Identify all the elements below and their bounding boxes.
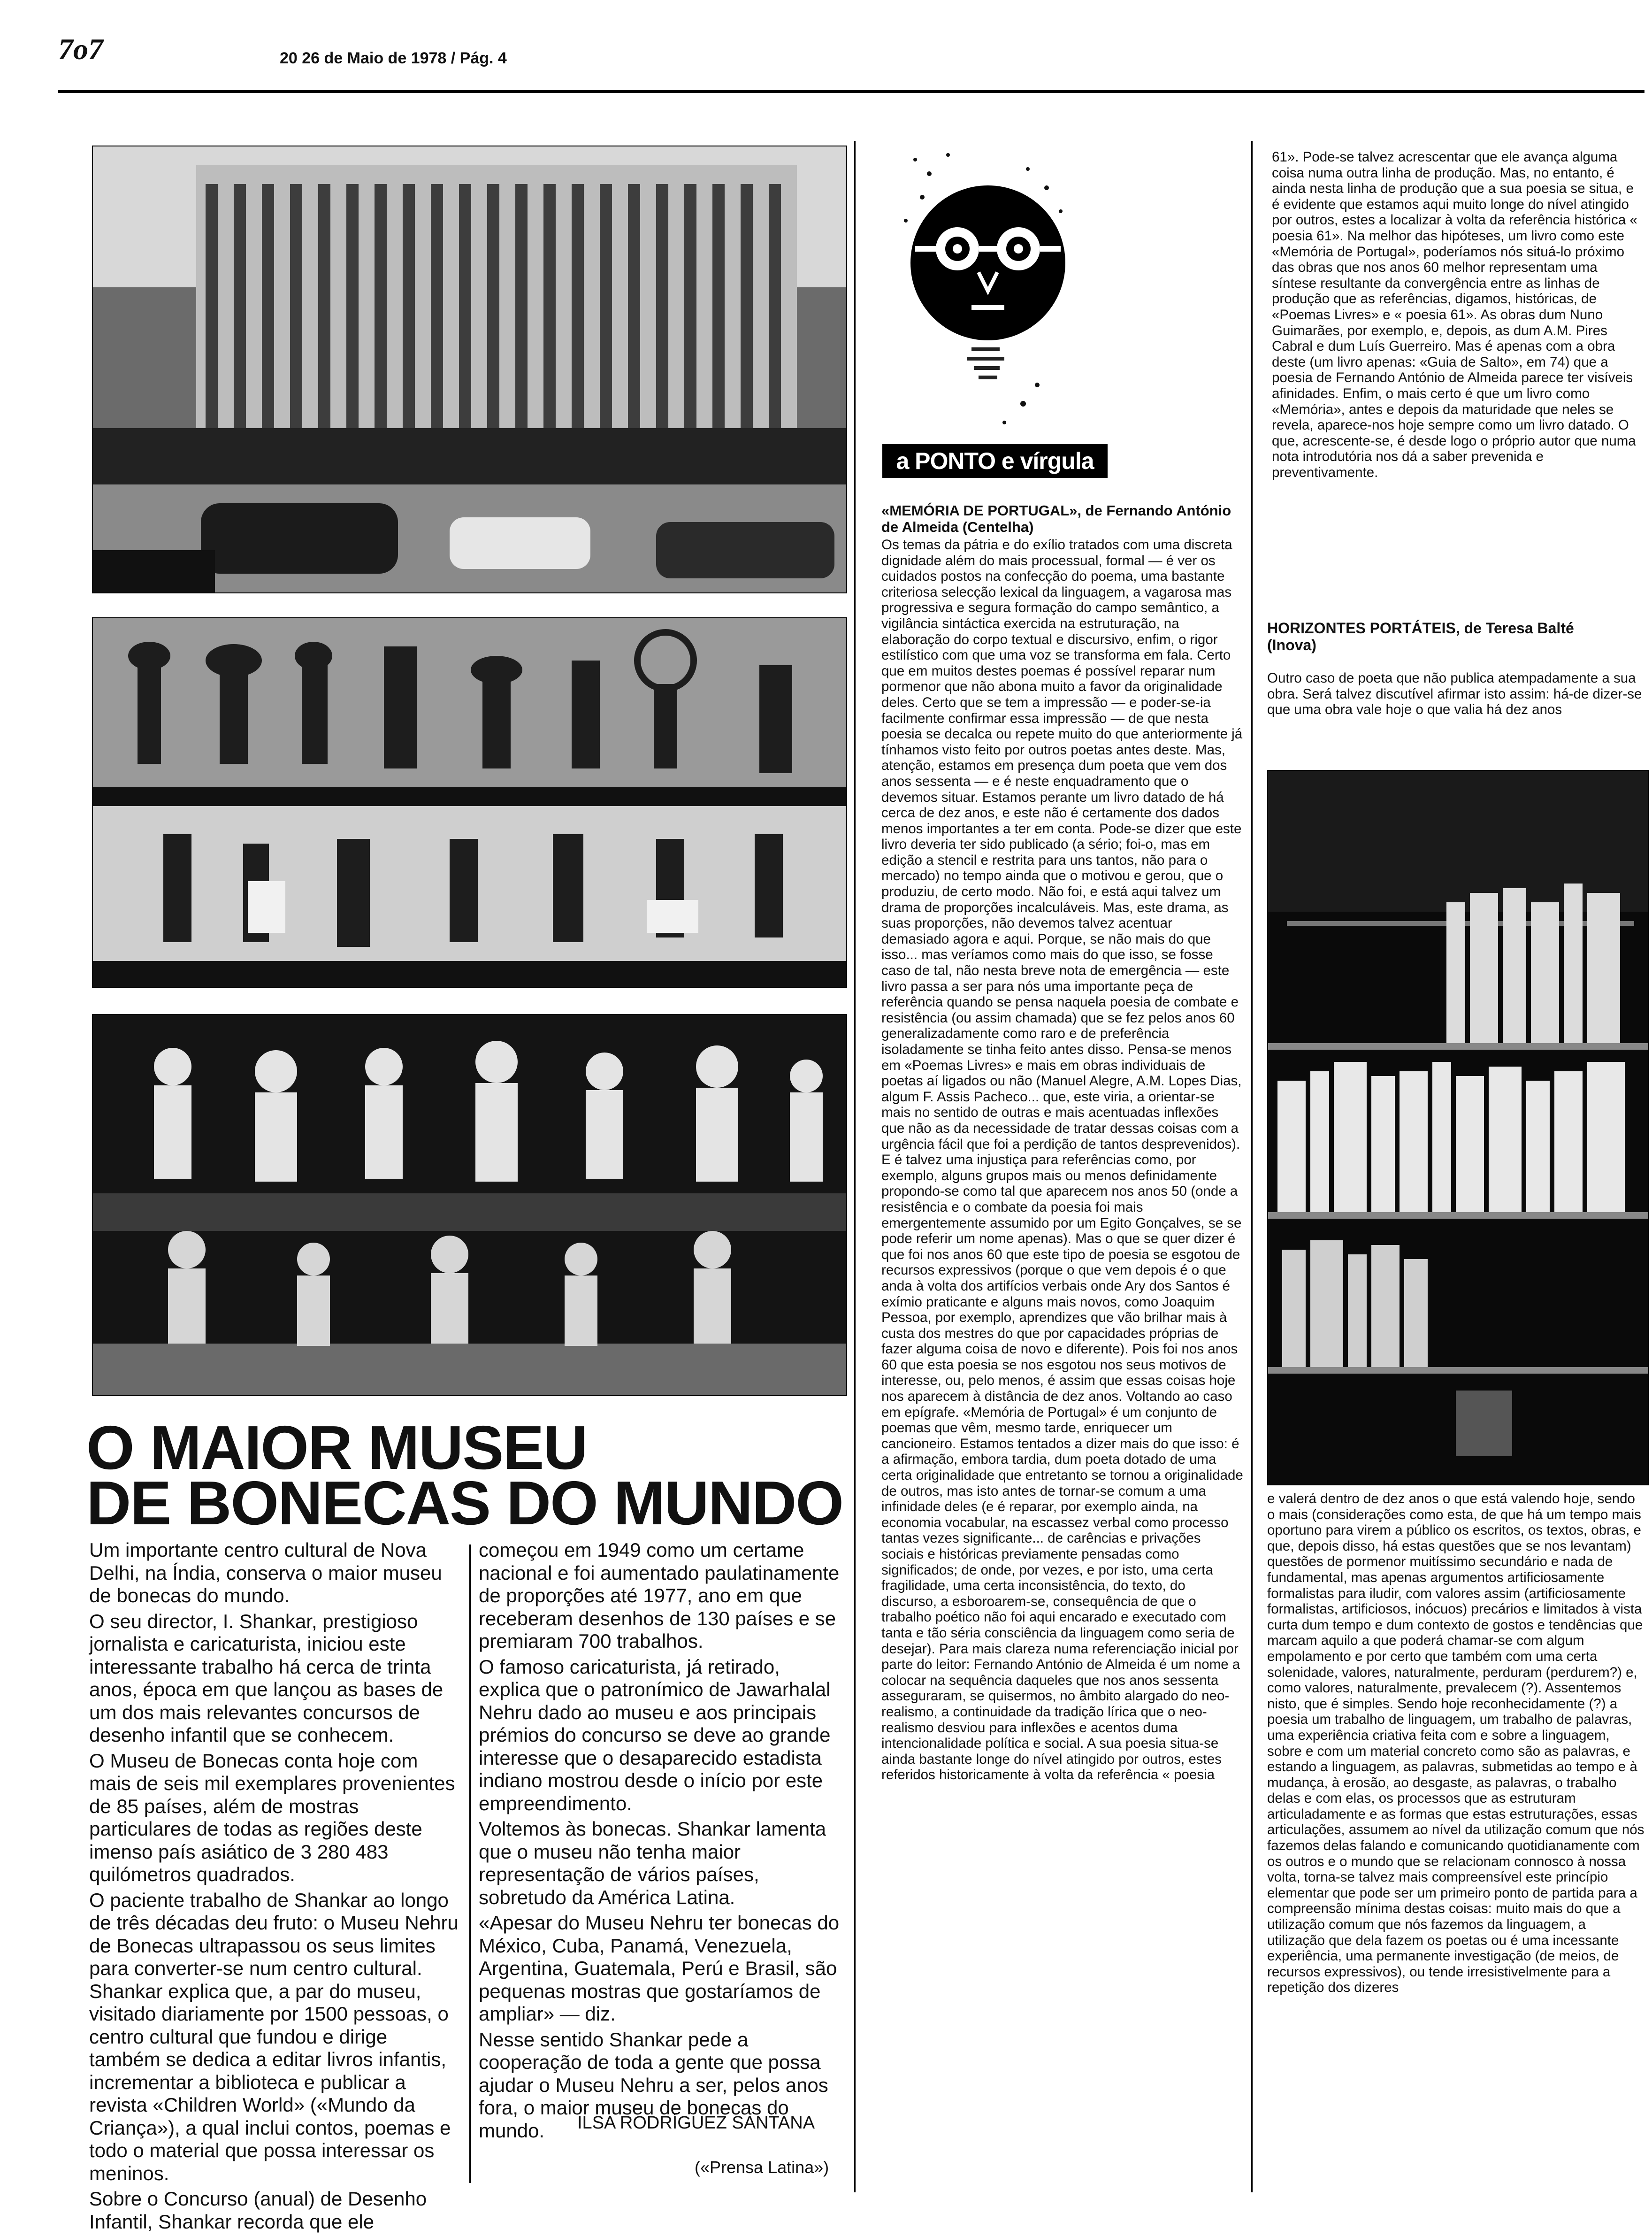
column-logo-face-icon [887, 141, 1089, 441]
review-1-title: «MEMÓRIA DE PORTUGAL», de Fernando António de Almeida (Centelha) [881, 502, 1231, 535]
column-rule [469, 1544, 471, 2183]
masthead-date: 20 26 de Maio de 1978 / Pág. 4 [280, 49, 507, 67]
photo-dolls-display-1 [92, 617, 847, 988]
photo-dolls-display-2 [92, 1014, 847, 1396]
review-2-intro: Outro caso de poeta que não publica atempadamente a sua obra. Será talvez discutível afirmar isto assim: há-de dizer-se que uma obra vale hoje o que valia há dez anos [1267, 670, 1642, 718]
headline-line-2: DE BONECAS DO MUNDO [86, 1468, 843, 1537]
review-1-body: Os temas da pátria e do exílio tratados com uma discreta dignidade além do mais processual, formal — é ver os cuidados postos na confecção do poema, uma bastante criteriosa selecção lexical da linguagem, a vagarosa mas progressiva e segura formação do campo semântico, a vigilância sintáctica exercida na estruturação, na elaboração do corpo textual e discursivo, enfim, o rigor estilístico com que uma voz se transforma em fala. Certo que em muitos destes poemas é possível reparar num pormenor que não abona muito a favor da originalidade deles. Certo que se tem a impressão — e poder-se-ia facilmente confirmar essa impressão — de que nesta poesia se decalca ou repete muito do que anteriormente já tínhamos visto feito por outros poetas antes deste. Mas, atenção, estamos em presença dum poeta que vem dos anos sessenta — e é neste enquadramento que o devemos situar. Estamos perante um livro datado de há cerca de dez anos, e este não é certamente dos dados menos importantes a ter em conta. Pode-se dizer que este livro deveria ter sido publicado (a sério; foi-o, mas em edição a stencil e restrita para uns tantos, não para o mercado) no tempo ainda que o motivou e gerou, que o produziu, de certo modo. Não foi, e está aqui talvez um drama de proporções incalculáveis. Mas, este drama, as suas proporções, não devemos talvez acentuar demasiado agora e aqui. Porque, se não mais do que isso... mas veríamos como mais do que isso, se fosse caso de tal, não nesta breve nota de emergência — este livro passa a ser para nós uma importante peça de referência quando se pensa naquela poesia de combate e resistência (ou assim chamada) que se fez pelos anos 60 generalizadamente como raro e de preferência isoladamente se tinha feito antes disso. Pensa-se menos em «Poemas Livres» e mais em obras individuais de poetas aí ligados ou não (Manuel Alegre, A.M. Lopes Dias, algum F. Assis Pacheco... que, este viria, a orientar-se mais no sentido de outras e mais acentuadas inflexões que não as da necessidade de tratar dessas coisas com a urgência fácil que foi a perdição de tantos desprevenidos). E é talvez uma injustiça para referências como, por exemplo, alguns grupos mais ou menos definidamente propondo-se como tal que aparecem nos anos 50 (onde a resistência e o combate da poesia foi mais emergentemente assumido por um Egito Gonçalves, se se pode referir um nome apenas). Mas o que se quer dizer é que foi nos anos 60 que este tipo de poesia se esgotou de recursos expressivos (porque o que vem depois é o que anda à volta dos artifícios verbais onde Ary dos Santos é exímio praticante e alguns mais novos, como Joaquim Pessoa, por exemplo, aprendizes que vão brilhar mais à custa dos mestres do que por capacidades próprias de fazer alguma coisa de novo e diferente). Pois foi nos anos 60 que esta poesia se nos esgotou nos seus motivos de interesse, ou, pelo menos, é assim que essas coisas hoje nos aparecem à distância de dez anos. Voltando ao caso em epígrafe. «Memória de Portugal» é um conjunto de poemas que vêm, mesmo tarde, enriquecer um cancioneiro. Estamos tentados a dizer mais do que isso: é a afirmação, embora tardia, dum poeta dotado de uma certa originalidade que entretanto se tornou a originalidade de outros, mas isto antes de tornar-se comum a uma infinidade deles (e é reparar, por exemplo ainda, na economia vocabular, na escassez verbal como processo tantas vezes significante... de carências e privações sociais e históricas previamente pensadas como significados; de onde, por vezes, e por isto, uma certa fragilidade, uma certa inconsistência, do texto, do discurso, a esboroarem-se, consequência de que o trabalho poético não foi aqui encarado e executado com tanta e tão séria consciência da linguagem como seria de desejar). Para mais clareza numa referenciação inicial por parte do leitor: Fernando António de Almeida é um nome a colocar na sequência daqueles que nos anos sessenta asseguraram, se quisermos, no âmbito alargado do neo-realismo, a continuidade da tradição lírica que o neo-realismo desviou para inflexões e acentos duma intencionalidade política e social. A sua poesia situa-se ainda bastante longe do nível atingido por outros, estes referidos historicamente à volta da referência « poesia [881, 537, 1243, 1783]
paragraph: Um importante centro cultural de Nova Delhi, na Índia, conserva o maior museu de bonecas do mundo. [89, 1539, 442, 1606]
museum-article-col-2 [479, 1539, 845, 2145]
photo-museum-building [92, 146, 847, 593]
paragraph: começou em 1949 como um certame nacional e foi aumentado paulatinamente de proporções até 1977, ano em que receberam desenhos de 130 países e se premiaram 700 trabalhos. [479, 1539, 840, 1652]
masthead-logo: 7o7 [58, 32, 103, 66]
paragraph: O seu director, I. Shankar, prestigioso jornalista e caricaturista, iniciou este interessante trabalho há cerca de trinta anos, época em que lançou as bases de um dos mais relevantes concursos de desenho infantil que se conhecem. [89, 1610, 444, 1746]
review-2-body: e valerá dentro de dez anos o que está valendo hoje, sendo o mais (considerações como esta, de que há um tempo mais oportuno para virem a público os escritos, os textos, obras, e que, depois disso, há estas questões que se nos levantam) questões de pormenor muitíssimo secundário e nada de fundamental, mas apenas argumentos artificiosamente formalistas para iludir, com valores assim (artificiosamente formalistas, artificiosos, inócuos) precários e limitados à vista curta dum tempo e dum contexto de gostos e tendências que marcam aquilo a que poderá chamar-se com algum empolamento e por certo que também com uma certa solenidade, valores, naturalmente, perduram (perdurem?) e, como valores, naturalmente, prevalecem (?). Assentemos nisto, que é simples. Sendo hoje reconhecidamente (?) a poesia um trabalho de linguagem, um trabalho de palavras, uma experiência criativa feita com e sobre a linguagem, sobre e com um material concreto como são as palavras, e estando a linguagem, as palavras, submetidas ao tempo e à mudança, à erosão, ao desgaste, as palavras, o trabalho delas e com elas, os processos que as estruturam articuladamente e as formas que estas estruturações, essas articulações, assumem ao nível da utilização comum que nós fazemos delas falando e comunicando quotidianamente com os outros e o mundo que se relacionam connosco à nossa volta, torna-se talvez mais compreensível este princípio elementar que pode ser um primeiro ponto de partida para a compreensão mínima destas coisas: muito mais do que a utilização comum que nós fazemos da linguagem, a utilização que dela fazem os poetas ou é uma incessante experiência, uma permanente investigação (de meios, de recursos expressivos), ou tende irresistivelmente para a repetição dos dizeres [1267, 1491, 1644, 1996]
byline: ILSA RODRÍGUEZ SANTANA [577, 2113, 815, 2133]
section-rule [1251, 141, 1253, 2192]
masthead-rule [58, 90, 1644, 93]
paragraph: O paciente trabalho de Shankar ao longo de três décadas deu fruto: o Museu Nehru de Bonecas ultrapassou os seus limites para converter-se num centro cultural. Shankar explica que, a par do museu, visitado diariamente por 1500 pessoas, o centro cultural que fundou e dirige também se dedica a editar livros infantis, incrementar a biblioteca e publicar a revista «Children World» («Mundo da Criança»), a qual inclui contos, poemas e todo o material que possa interessar os meninos. [89, 1889, 459, 2184]
paragraph: Sobre o Concurso (anual) de Desenho Infantil, Shankar recorda que ele [89, 2188, 427, 2233]
review-2-title: HORIZONTES PORTÁTEIS, de Teresa Balté (Inova) [1267, 620, 1574, 653]
paragraph: O famoso caricaturista, já retirado, explica que o patronímico de Jawarhalal Nehru dado ao museu e aos principais prémios do concurso se deve ao grande interesse que o desaparecido estadista indiano mostrou desde o início por este empreendimento. [479, 1655, 831, 1814]
column-banner: a PONTO e vírgula [882, 444, 1108, 478]
paragraph: O Museu de Bonecas conta hoje com mais de seis mil exemplares provenientes de 85 países, além de mostras particulares de todas as regiões deste imenso país asiático de 3 280 483 quilómetros quadrados. [89, 1749, 455, 1885]
headline-line-1: O MAIOR MUSEU [86, 1413, 587, 1482]
review-1-continuation: 61». Pode-se talvez acrescentar que ele avança alguma coisa numa outra linha de produção. Mas, no entanto, é ainda nesta linha de produção que a sua poesia se situa, e é evidente que estamos aqui muito longe do nível atingido por outros, estes a localizar à volta da referência histórica « poesia 61». Na melhor das hipóteses, um livro como este «Memória de Portugal», poderíamos nós situá-lo próximo das obras que nos anos 60 melhor representam uma síntese resultante da convergência entre as linhas de produção que as referências, digamos, históricas, de «Poemas Livres» e « poesia 61». As obras dum Nuno Guimarães, por exemplo, e, depois, as dum A.M. Pires Cabral e dum Luís Guerreiro. Mas é apenas com a obra deste (um livro apenas: «Guia de Salto», em 74) que a poesia de Fernando António de Almeida parece ter visíveis afinidades. Enfim, o mais certo é que um livro como «Memória», antes e depois da maturidade que neles se revela, aparece-nos hoje sempre como um livro datado. O que, acrescente-se, é desde logo o próprio autor que numa nota introdutória nos dá a saber prevenida e preventivamente. [1272, 149, 1637, 480]
agency-credit: («Prensa Latina») [695, 2158, 829, 2177]
museum-headline [86, 1413, 856, 1537]
museum-article-col-1 [89, 1539, 460, 2236]
paragraph: «Apesar do Museu Nehru ter bonecas do México, Cuba, Panamá, Venezuela, Argentina, Guatemala, Perú e Brasil, são pequenas mostras que gostaríamos de ampliar» — diz. [479, 1912, 840, 2025]
paragraph: Nesse sentido Shankar pede a cooperação de toda a gente que possa ajudar o Museu Nehru a ser, pelos anos fora, o maior museu de bonecas do mundo. [479, 2028, 828, 2142]
paragraph: Voltemos às bonecas. Shankar lamenta que o museu não tenha maior representação de vários países, sobretudo da América Latina. [479, 1818, 826, 1908]
section-rule [854, 141, 856, 2192]
photo-bookshelf [1267, 770, 1649, 1485]
